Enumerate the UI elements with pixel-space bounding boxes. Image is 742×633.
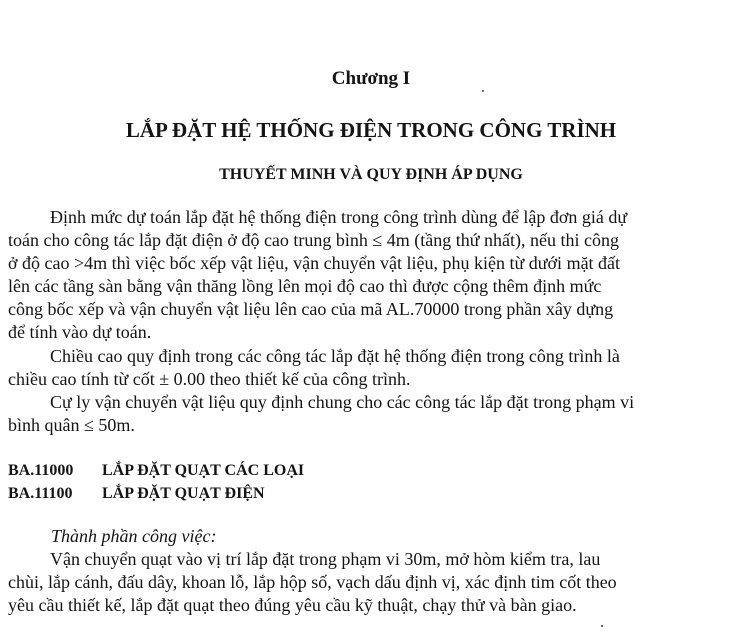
section-name: LẮP ĐẶT QUẠT CÁC LOẠI — [102, 462, 305, 479]
paragraph-line: chùi, lắp cánh, đấu dây, khoan lỗ, lắp hộp số, vạch dấu định vị, xác định tim cốt theo — [8, 572, 617, 592]
chapter-heading: Chương I — [331, 68, 411, 89]
work-components-title: Thành phần công việc: — [51, 526, 217, 546]
section-code: BA.11100 — [8, 485, 73, 502]
section-code: BA.11000 — [8, 462, 74, 479]
paragraph-work-components — [8, 548, 712, 617]
paragraph-norms — [8, 206, 712, 344]
scan-speck — [601, 625, 603, 627]
scan-speck — [482, 90, 484, 92]
paragraph-line: Định mức dự toán lắp đặt hệ thống điện trong công trình dùng để lập đơn giá dự — [50, 207, 628, 227]
paragraph-line: Vận chuyển quạt vào vị trí lắp đặt trong phạm vi 30m, mở hòm kiểm tra, lau — [50, 549, 601, 569]
paragraph-line: ở độ cao >4m thì việc bốc xếp vật liệu, vận chuyển vật liệu, phụ kiện từ dưới mặt đất — [8, 253, 621, 273]
paragraph-height — [8, 345, 712, 391]
paragraph-line: toán cho công tác lắp đặt điện ở độ cao trung bình ≤ 4m (tầng thứ nhất), nếu thi công — [8, 230, 619, 250]
paragraph-line: để tính vào dự toán. — [8, 322, 152, 342]
paragraph-line: công bốc xếp và vận chuyển vật liệu lên cao của mã AL.70000 trong phần xây dựng — [8, 299, 614, 319]
paragraph-line: Cự ly vận chuyển vật liệu quy định chung cho các công tác lắp đặt trong phạm vi — [50, 392, 635, 412]
section-row — [8, 485, 265, 503]
paragraph-line: bình quân ≤ 50m. — [8, 415, 135, 435]
paragraph-line: lên các tầng sàn bằng vận thăng lồng lên mọi độ cao thì được cộng thêm định mức — [8, 276, 602, 296]
section-subtitle: THUYẾT MINH VÀ QUY ĐỊNH ÁP DỤNG — [219, 166, 523, 183]
section-name: LẮP ĐẶT QUẠT ĐIỆN — [102, 485, 265, 502]
paragraph-line: yêu cầu thiết kế, lắp đặt quạt theo đúng yêu cầu kỹ thuật, chạy thử và bàn giao. — [8, 595, 577, 615]
chapter-title: LẮP ĐẶT HỆ THỐNG ĐIỆN TRONG CÔNG TRÌNH — [125, 118, 617, 142]
paragraph-line: Chiều cao quy định trong các công tác lắp đặt hệ thống điện trong công trình là — [50, 346, 620, 366]
paragraph-line: chiều cao tính từ cốt ± 0.00 theo thiết kế của công trình. — [8, 369, 411, 389]
section-row — [8, 462, 304, 480]
paragraph-distance — [8, 391, 712, 437]
